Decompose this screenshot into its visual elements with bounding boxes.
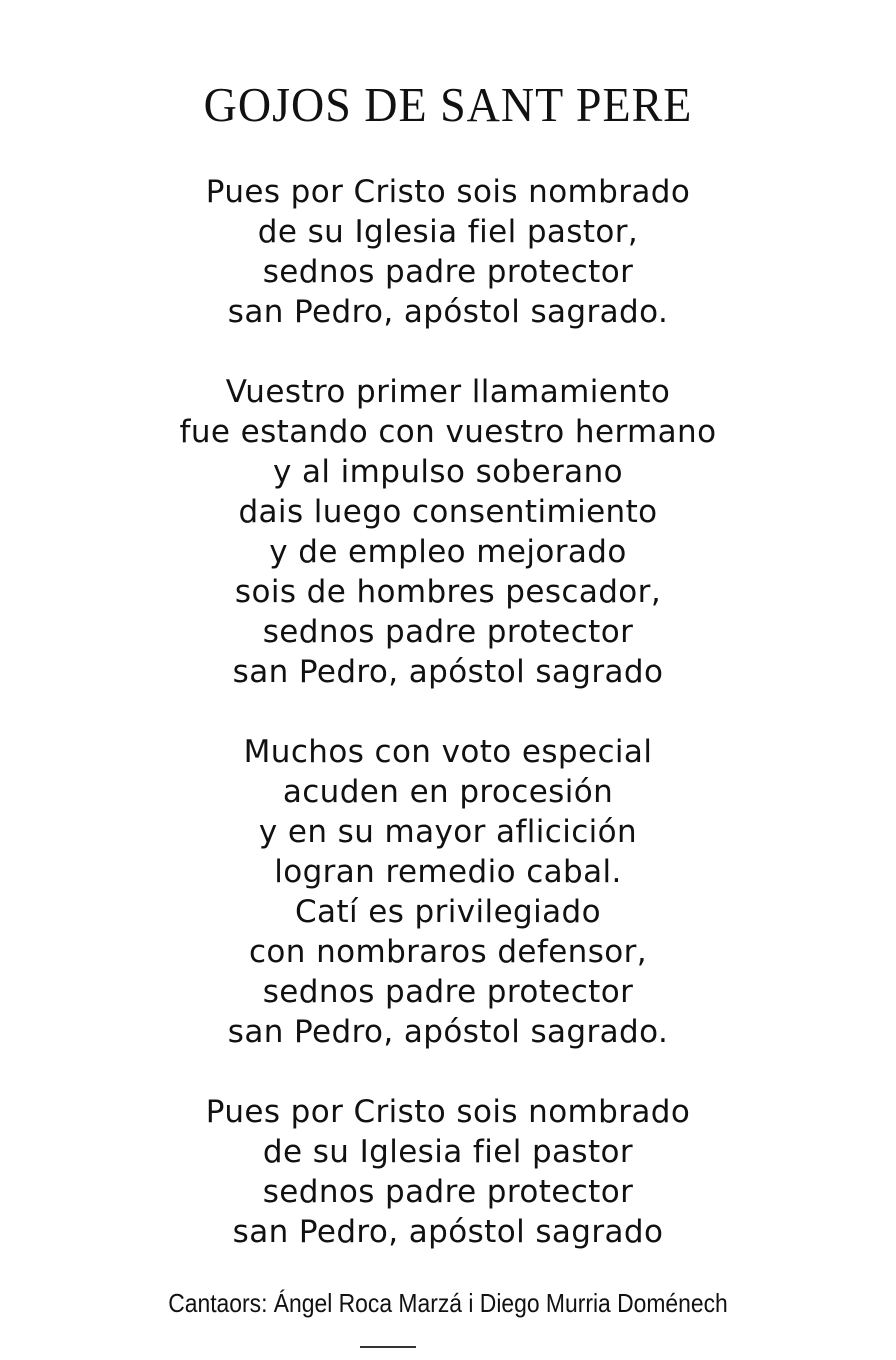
verse-line: san Pedro, apóstol sagrado. xyxy=(227,1014,669,1050)
verse-line: de su Iglesia fiel pastor xyxy=(262,1134,634,1170)
verse-line: sednos padre protector xyxy=(262,1174,634,1210)
verse-line: y en su mayor aflicición xyxy=(258,814,638,850)
credits-line: Cantaors: Ángel Roca Marzá i Diego Murria Doménech xyxy=(168,1288,728,1318)
divider xyxy=(360,1346,416,1348)
verse-line: Pues por Cristo sois nombrado xyxy=(205,1094,691,1130)
verse-line: Catí es privilegiado xyxy=(295,894,601,930)
verse-line: dais luego consentimiento xyxy=(238,494,658,530)
verse-line: Pues por Cristo sois nombrado xyxy=(205,174,691,210)
verse-line: con nombraros defensor, xyxy=(248,934,648,970)
verse-line: sednos padre protector xyxy=(262,614,634,650)
verse-line: acuden en procesión xyxy=(282,774,614,810)
verse-line: sednos padre protector xyxy=(262,974,634,1010)
verse-line: Muchos con voto especial xyxy=(243,734,653,770)
stanza-1 xyxy=(0,172,896,332)
stanza-3 xyxy=(0,732,896,1052)
stanza-4 xyxy=(0,1092,896,1252)
verse-line: de su Iglesia fiel pastor, xyxy=(257,214,639,250)
verse-line: san Pedro, apóstol sagrado. xyxy=(227,294,669,330)
verse-line: fue estando con vuestro hermano xyxy=(179,414,717,450)
stanza-2 xyxy=(0,372,896,692)
verse-line: logran remedio cabal. xyxy=(274,854,622,890)
document-title: GOJOS DE SANT PERE xyxy=(203,77,693,132)
verse-line: san Pedro, apóstol sagrado xyxy=(232,654,664,690)
verse-line: Vuestro primer llamamiento xyxy=(225,374,671,410)
poem xyxy=(0,172,896,1252)
verse-line: sednos padre protector xyxy=(262,254,634,290)
verse-line: san Pedro, apóstol sagrado xyxy=(232,1214,664,1250)
verse-line: y de empleo mejorado xyxy=(269,534,627,570)
verse-line: y al impulso soberano xyxy=(272,454,623,490)
verse-line: sois de hombres pescador, xyxy=(234,574,662,610)
